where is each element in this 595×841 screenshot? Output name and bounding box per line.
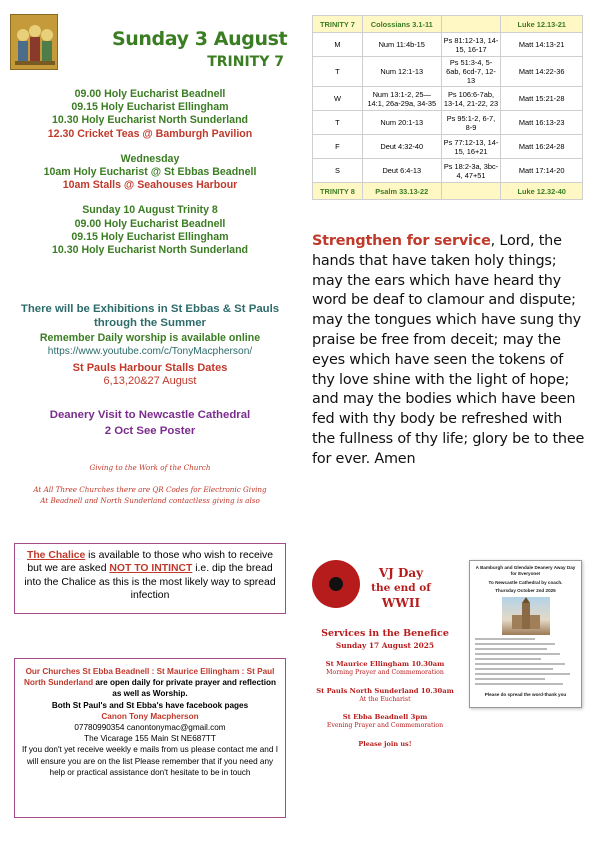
table-header-row: [313, 16, 583, 33]
exhibitions-text: There will be Exhibitions in St Ebbas & St Pauls through the Summer: [20, 303, 280, 329]
vj-desc-1: Morning Prayer and Commemoration: [326, 669, 444, 676]
stalls-dates: 6,13,20&27 August: [103, 375, 197, 388]
table-cell: Matt 14:13-21: [501, 33, 583, 57]
table-cell: Matt 16:24-28: [501, 135, 583, 159]
cricket-teas-line: 12.30 Cricket Teas @ Bamburgh Pavilion: [47, 127, 253, 140]
churches-info-box: [14, 658, 286, 818]
flyer-date: Thursday October 2nd 2025: [495, 588, 556, 593]
deanery-away-day-poster: [469, 560, 582, 708]
service-line: 10.30 Holy Eucharist North Sunderland: [51, 244, 249, 257]
table-cell: Num 11:4b-15: [362, 33, 441, 57]
giving-line-1: At All Three Churches there are QR Codes for Electronic Giving: [33, 485, 267, 494]
table-cell: Colossians 3.1-11: [362, 16, 441, 33]
vj-title-1: VJ Day: [378, 566, 424, 580]
table-cell: Ps 51:3-4, 5-6ab, 6cd-7, 12-13: [441, 57, 501, 87]
table-cell: M: [313, 33, 363, 57]
table-cell: TRINITY 7: [313, 16, 363, 33]
prayer-text: , Lord, the hands that have taken holy things; may the ears which have heard thy word be deaf to clamour and dispute; may the tongues which have sung thy praise be free from deceit; may the eyes which have seen the tokens of thy love shine with the light of hope; and may the bodies which have been fed with thy body be refreshed with the fullness of thy life; glory be to thee for ever. Amen: [312, 233, 585, 467]
post-communion-prayer: [312, 232, 586, 470]
facebook-note: Both St Paul's and St Ebba's have facebook pages: [51, 700, 249, 710]
chalice-title: The Chalice: [26, 550, 86, 561]
table-cell: T: [313, 57, 363, 87]
table-cell: Num 12:1-13: [362, 57, 441, 87]
wednesday-label: Wednesday: [120, 152, 180, 165]
vj-day-poster: [312, 560, 458, 782]
service-line: 09.00 Holy Eucharist Beadnell: [74, 217, 226, 230]
wednesday-stalls: 10am Stalls @ Seahouses Harbour: [62, 179, 238, 192]
table-cell: Ps 106:6-7ab, 13-14, 21-22, 23: [441, 87, 501, 111]
cathedral-photo: [502, 597, 550, 635]
services-block: [14, 88, 286, 257]
service-line: 10.30 Holy Eucharist North Sunderland: [51, 114, 249, 127]
chalice-emphasis: NOT TO INTINCT: [109, 563, 193, 575]
chalice-text-1: is available to those who wish to receive but we are asked: [27, 550, 274, 575]
giving-line-2: At Beadnell and North Sunderland contactless giving is also: [40, 496, 260, 505]
flyer-title: A Bamburgh and Glendale Deanery Away Day for Everyone!: [475, 565, 576, 576]
table-cell: T: [313, 111, 363, 135]
table-cell: TRINITY 8: [313, 183, 363, 200]
flyer-subtitle: To Newcastle Cathedral by coach.: [488, 580, 563, 585]
chalice-notice-box: [14, 543, 286, 614]
vj-date: Sunday 17 August 2025: [335, 641, 435, 650]
vj-title-3: WWII: [381, 596, 421, 610]
vj-location-3: St Ebba Beadnell 3pm: [342, 713, 428, 721]
table-footer-row: [313, 183, 583, 200]
table-cell: W: [313, 87, 363, 111]
table-cell: Psalm 33.13-22: [362, 183, 441, 200]
table-cell: Ps 18:2-3a, 3bc-4, 47+51: [441, 159, 501, 183]
table-cell: Deut 4:32-40: [362, 135, 441, 159]
table-row: [313, 135, 583, 159]
page-title: Sunday 3 August: [112, 28, 288, 50]
vj-desc-3: Evening Prayer and Commemoration: [326, 722, 444, 729]
stalls-title: St Pauls Harbour Stalls Dates: [72, 362, 228, 374]
stalls-notice: [14, 362, 286, 388]
service-line: 09.15 Holy Eucharist Ellingham: [71, 101, 229, 114]
table-row: [313, 87, 583, 111]
contact-details: 07780990354 canontonymac@gmail.com: [74, 723, 226, 733]
flyer-footer: Please do spread the word-thank you: [484, 691, 567, 697]
churches-title: Our Churches St Ebba Beadnell : St Maurice Ellingham : St Paul North Sunderland: [23, 667, 275, 688]
online-notice: [14, 332, 286, 358]
deanery-notice: [14, 408, 286, 439]
service-line: 09.00 Holy Eucharist Beadnell: [74, 88, 226, 100]
vj-body: [312, 628, 458, 748]
table-row: [313, 159, 583, 183]
giving-title: Giving to the Work of the Church: [89, 463, 211, 472]
vj-title-2: the end of: [371, 582, 431, 594]
table-cell: Ps 95:1-2, 6-7, 8-9: [441, 111, 501, 135]
churches-open: are open daily for private prayer and reflection as well as Worship.: [93, 678, 277, 699]
vj-location-1: St Maurice Ellingham 10.30am: [325, 660, 445, 668]
table-cell: [441, 183, 501, 200]
table-cell: Ps 81:12-13, 14-15, 16-17: [441, 33, 501, 57]
table-cell: Matt 15:21-28: [501, 87, 583, 111]
deanery-title: Deanery Visit to Newcastle Cathedral: [49, 409, 251, 421]
table-cell: Deut 6:4-13: [362, 159, 441, 183]
table-row: [313, 111, 583, 135]
table-cell: Ps 77:12-13, 14-15, 16+21: [441, 135, 501, 159]
chalice-text-2: i.e. dip the bread into the Chalice as this is the most likely way to spread infection: [24, 563, 276, 602]
table-row: [313, 33, 583, 57]
table-cell: [441, 16, 501, 33]
deanery-date: 2 Oct See Poster: [104, 424, 196, 437]
table-cell: Matt 14:22-36: [501, 57, 583, 87]
flyer-body-text: [475, 638, 576, 692]
wednesday-service: 10am Holy Eucharist @ St Ebbas Beadnell: [43, 166, 257, 179]
service-line: 09.15 Holy Eucharist Ellingham: [71, 230, 229, 243]
lectionary-table: [312, 15, 583, 200]
table-cell: Luke 12.13-21: [501, 16, 583, 33]
vj-title: [366, 566, 436, 611]
canon-name: Canon Tony Macpherson: [101, 711, 199, 721]
table-cell: Luke 12.32-40: [501, 183, 583, 200]
email-list-note: If you don't yet receive weekly e mails from us please contact me and I will ensure you are on the list Please remember that if you need any help or practical assistance don't hesitate to be in touch: [22, 745, 278, 777]
table-cell: Num 20:1-13: [362, 111, 441, 135]
table-cell: Matt 16:13-23: [501, 111, 583, 135]
table-row: [313, 57, 583, 87]
trinity-icon-image: [10, 14, 58, 70]
table-cell: F: [313, 135, 363, 159]
online-text: Remember Daily worship is available online: [39, 332, 261, 344]
exhibitions-notice: [14, 302, 286, 330]
trinity-subtitle: TRINITY 7: [207, 54, 284, 70]
vj-join: Please join us!: [358, 739, 412, 748]
poppy-center: [329, 577, 343, 591]
table-cell: Matt 17:14-20: [501, 159, 583, 183]
youtube-link[interactable]: https://www.youtube.com/c/TonyMacpherson/: [47, 346, 253, 358]
vj-location-2: St Pauls North Sunderland 10.30am: [316, 686, 454, 695]
next-sunday-label: Sunday 10 August Trinity 8: [82, 204, 218, 217]
vj-desc-2: At the Eucharist: [359, 695, 411, 703]
vicarage-address: The Vicarage 155 Main St NE687TT: [84, 734, 216, 744]
table-cell: S: [313, 159, 363, 183]
table-cell: Num 13:1-2, 25— 14:1, 26a-29a, 34-35: [362, 87, 441, 111]
vj-services: Services in the Benefice: [321, 628, 449, 639]
prayer-lead: Strengthen for service: [312, 233, 491, 249]
